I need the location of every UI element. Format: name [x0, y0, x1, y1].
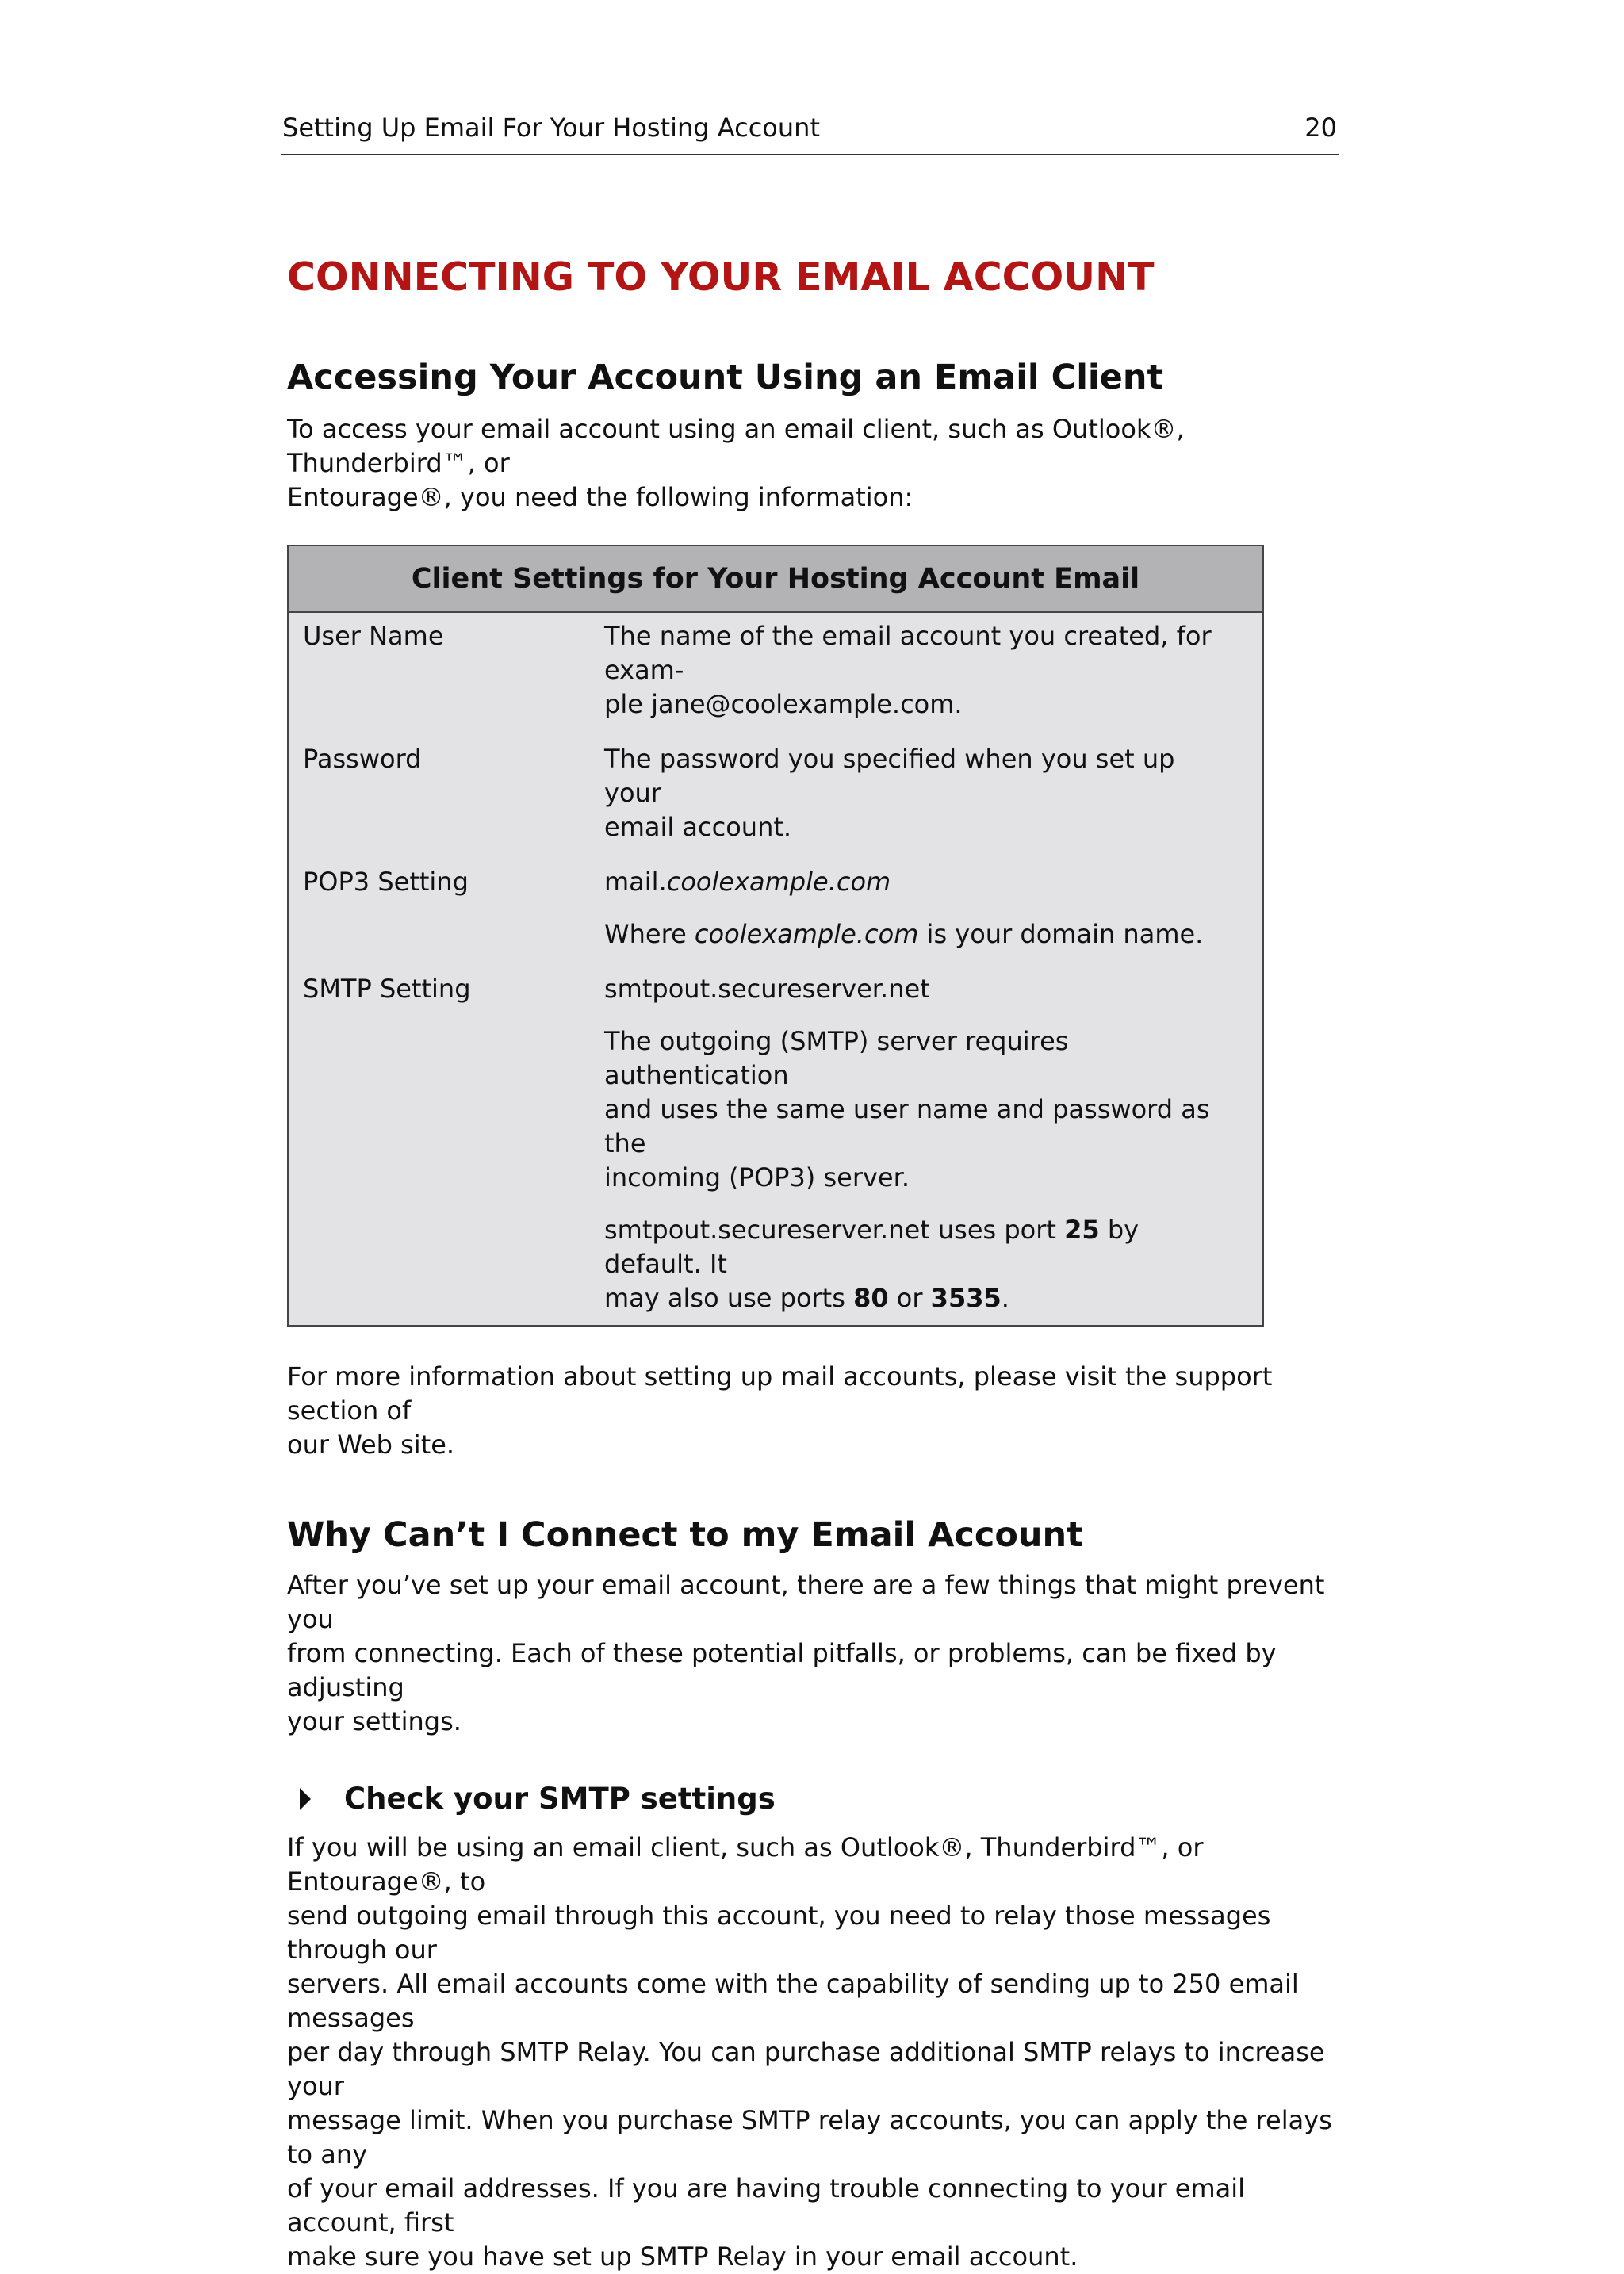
client-settings-table	[287, 545, 1264, 1326]
intro-line: To access your email account using an email client, such as Outlook®, Thunderbird™, or	[287, 414, 1185, 478]
smtp-settings-heading: Check your SMTP settings	[344, 1782, 776, 1816]
smtp-port-note: smtpout.secureserver.net uses port 25 by default. It may also use ports 80 or 3535.	[604, 1215, 1139, 1313]
table-row-password	[289, 742, 1262, 844]
header-title: Setting Up Email For Your Hosting Account	[282, 113, 820, 143]
value-paragraph: The name of the email account you created, for exam- ple jane@coolexample.com.	[604, 621, 1212, 719]
table-body	[289, 613, 1262, 1325]
row-label: User Name	[303, 621, 444, 651]
row-label: POP3 Setting	[303, 867, 469, 897]
smtp-settings-heading-row	[287, 1778, 1334, 1820]
row-value	[604, 865, 1239, 951]
page-number: 20	[1304, 113, 1337, 143]
pop3-server: mail.coolexample.com	[604, 867, 891, 897]
intro-line: Entourage®, you need the following information:	[287, 482, 914, 512]
smtp-paragraph: If you will be using an email client, such as Outlook®, Thunderbird™, or Entourage®, to send outgoing email through this account, you need to relay those messages through our servers. All email accounts come with the capability of sending up to 250 email messages per day through SMTP Relay. You can purchase additional SMTP relays to increase your message limit. When you purchase SMTP relay accounts, you can apply the relays to any of your email addresses. If you are having trouble connecting to your email account, first make sure you have set up SMTP Relay in your email account.	[287, 1832, 1332, 2272]
section-heading-why: Why Can’t I Connect to my Email Account	[287, 1515, 1083, 1555]
row-value	[604, 742, 1239, 844]
section-heading-access: Accessing Your Account Using an Email Client	[287, 358, 1164, 397]
table-row-user-name	[289, 619, 1262, 722]
row-label: SMTP Setting	[303, 974, 471, 1004]
triangle-bullet-icon	[300, 1788, 311, 1810]
table-caption: Client Settings for Your Hosting Account Email	[289, 546, 1262, 613]
table-row-smtp	[289, 972, 1262, 1315]
page-content	[287, 247, 1334, 2274]
row-value	[604, 972, 1239, 1315]
chapter-title: CONNECTING TO YOUR EMAIL ACCOUNT	[287, 255, 1155, 300]
port-default: 25	[1064, 1215, 1100, 1245]
row-value	[604, 619, 1239, 722]
row-label: Password	[303, 744, 422, 774]
why-paragraph: After you’ve set up your email account, there are a few things that might prevent you from connecting. Each of these potential pitfalls, or problems, can be fixed by adjusting your settings.	[287, 1570, 1325, 1736]
value-paragraph: The password you specified when you set up your email account.	[604, 744, 1175, 842]
pop3-note: Where coolexample.com is your domain name.	[604, 919, 1204, 949]
port-alt: 3535	[930, 1283, 1002, 1313]
running-header	[281, 109, 1339, 155]
more-info-paragraph: For more information about setting up mail accounts, please visit the support section of our Web site.	[287, 1361, 1273, 1460]
port-alt: 80	[853, 1283, 889, 1313]
smtp-auth-note: The outgoing (SMTP) server requires authentication and uses the same user name and password as the incoming (POP3) server.	[604, 1026, 1210, 1193]
table-row-pop3	[289, 865, 1262, 951]
access-intro-paragraph	[287, 412, 1334, 515]
smtp-server: smtpout.secureserver.net	[604, 974, 930, 1004]
